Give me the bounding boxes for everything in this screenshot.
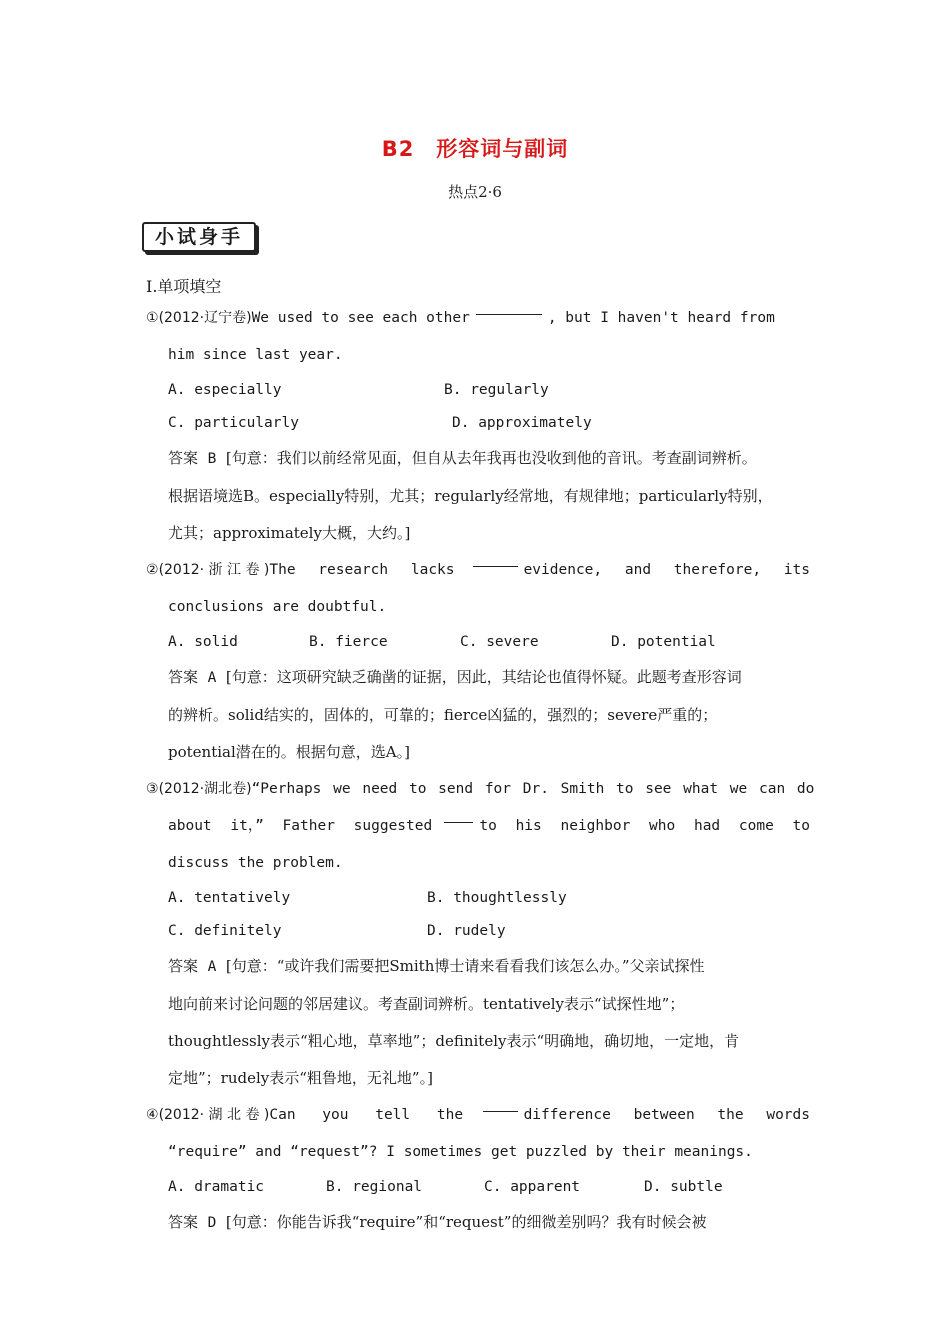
question-text: difference between the words	[523, 1107, 810, 1123]
answer-label: 答案	[168, 957, 199, 975]
question-text: about it，” Father suggested	[168, 818, 433, 834]
question-4	[146, 1097, 810, 1242]
option-list	[146, 626, 810, 659]
answer-letter: B	[207, 451, 217, 467]
question-stem-line	[146, 1097, 810, 1134]
question-text: The research lacks	[269, 562, 455, 578]
option-b: B. fierce	[309, 634, 388, 650]
question-number: ①	[146, 310, 159, 326]
answer-blank	[476, 300, 542, 315]
option-c: C. particularly	[168, 415, 299, 431]
explanation-line: 根据语境选B。especially特别，尤其；regularly经常地，有规律地；particularly特别，	[168, 487, 773, 505]
answer-label: 答案	[168, 668, 199, 686]
answer-letter: D	[207, 1215, 217, 1231]
question-stem-line	[146, 845, 810, 882]
option-a: A. dramatic	[168, 1179, 265, 1195]
question-source: (2012·湖北卷)	[158, 781, 252, 797]
option-list	[146, 374, 810, 440]
question-text: , but I haven't heard from	[547, 310, 775, 326]
question-1	[146, 300, 810, 552]
answer-explanation	[146, 440, 810, 552]
explanation-line: thoughtlessly表示“粗心地，草率地”；definitely表示“明确地，确切地，一定地，肯	[168, 1032, 740, 1050]
option-a: A. solid	[168, 634, 238, 650]
question-text: conclusions are doubtful.	[168, 599, 387, 615]
question-text: “require” and “request”? I sometimes get puzzled by their meanings.	[168, 1144, 753, 1160]
question-number: ②	[146, 562, 159, 578]
option-b: B. regional	[326, 1179, 423, 1195]
option-b: B. regularly	[444, 382, 549, 398]
question-number: ④	[146, 1107, 159, 1123]
section-badge: 小试身手	[142, 222, 256, 252]
question-stem-line	[146, 771, 815, 808]
option-c: C. apparent	[484, 1179, 581, 1195]
answer-letter: A	[207, 959, 217, 975]
option-list	[146, 882, 810, 948]
question-text: to his neighbor who had come to	[479, 818, 810, 834]
option-list	[146, 1171, 810, 1204]
question-text: We used to see each other	[251, 310, 470, 326]
question-stem-line	[146, 552, 810, 589]
answer-blank	[473, 552, 518, 567]
question-3	[146, 771, 815, 1097]
explanation-line: 尤其；approximately大概，大约。]	[168, 524, 411, 542]
question-stem-line	[146, 337, 810, 374]
question-stem-line	[146, 808, 810, 845]
answer-label: 答案	[168, 449, 199, 467]
option-c: C. severe	[460, 634, 539, 650]
explanation-line: 地向前来讨论问题的邻居建议。考查副词辨析。tentatively表示“试探性地”；	[168, 995, 685, 1013]
question-source: (2012·辽宁卷)	[158, 310, 252, 326]
explanation-line: [句意：你能告诉我“require”和“request”的细微差别吗？我有时候会被	[225, 1213, 707, 1231]
option-a: A. tentatively	[168, 890, 291, 906]
option-c: C. definitely	[168, 923, 282, 939]
answer-blank	[444, 808, 473, 823]
question-stem-line	[146, 1134, 810, 1171]
explanation-line: 的辨析。solid结实的，固体的，可靠的；fierce凶猛的，强烈的；severe严重的；	[168, 706, 718, 724]
answer-blank	[483, 1097, 518, 1112]
question-number: ③	[146, 781, 159, 797]
question-text: him since last year.	[168, 347, 343, 363]
option-d: D. approximately	[452, 415, 592, 431]
explanation-line: 定地”；rudely表示“粗鲁地，无礼地”。]	[168, 1069, 433, 1087]
question-text: “Perhaps we need to send for Dr. Smith to see what we can do	[251, 781, 815, 797]
question-text: evidence, and therefore, its	[523, 562, 810, 578]
answer-explanation	[146, 1204, 810, 1242]
page-title: B2 形容词与副词	[381, 137, 569, 161]
option-d: D. subtle	[644, 1179, 723, 1195]
explanation-line: [句意：我们以前经常见面，但自从去年我再也没收到他的音讯。考查副词辨析。	[225, 449, 757, 467]
option-a: A. especially	[168, 382, 282, 398]
answer-label: 答案	[168, 1213, 199, 1231]
option-d: D. potential	[611, 634, 716, 650]
question-text: Can you tell the	[269, 1107, 464, 1123]
explanation-line: [句意：这项研究缺乏确凿的证据，因此，其结论也值得怀疑。此题考查形容词	[225, 668, 742, 686]
question-list	[146, 300, 815, 1242]
question-stem-line	[146, 589, 810, 626]
question-2	[146, 552, 810, 771]
explanation-line: potential潜在的。根据句意，选A。]	[168, 743, 410, 761]
question-text: discuss the problem.	[168, 855, 343, 871]
question-source: (2012· 浙 江 卷 )	[158, 562, 270, 578]
option-b: B. thoughtlessly	[427, 890, 567, 906]
section-heading: Ⅰ.单项填空	[146, 277, 222, 296]
answer-explanation	[146, 948, 810, 1097]
page-subtitle: 热点2·6	[448, 183, 502, 201]
question-stem-line	[146, 300, 810, 337]
question-source: (2012· 湖 北 卷 )	[158, 1107, 270, 1123]
answer-letter: A	[207, 670, 217, 686]
option-d: D. rudely	[427, 923, 506, 939]
explanation-line: [句意：“或许我们需要把Smith博士请来看看我们该怎么办。”父亲试探性	[225, 957, 705, 975]
answer-explanation	[146, 659, 810, 771]
